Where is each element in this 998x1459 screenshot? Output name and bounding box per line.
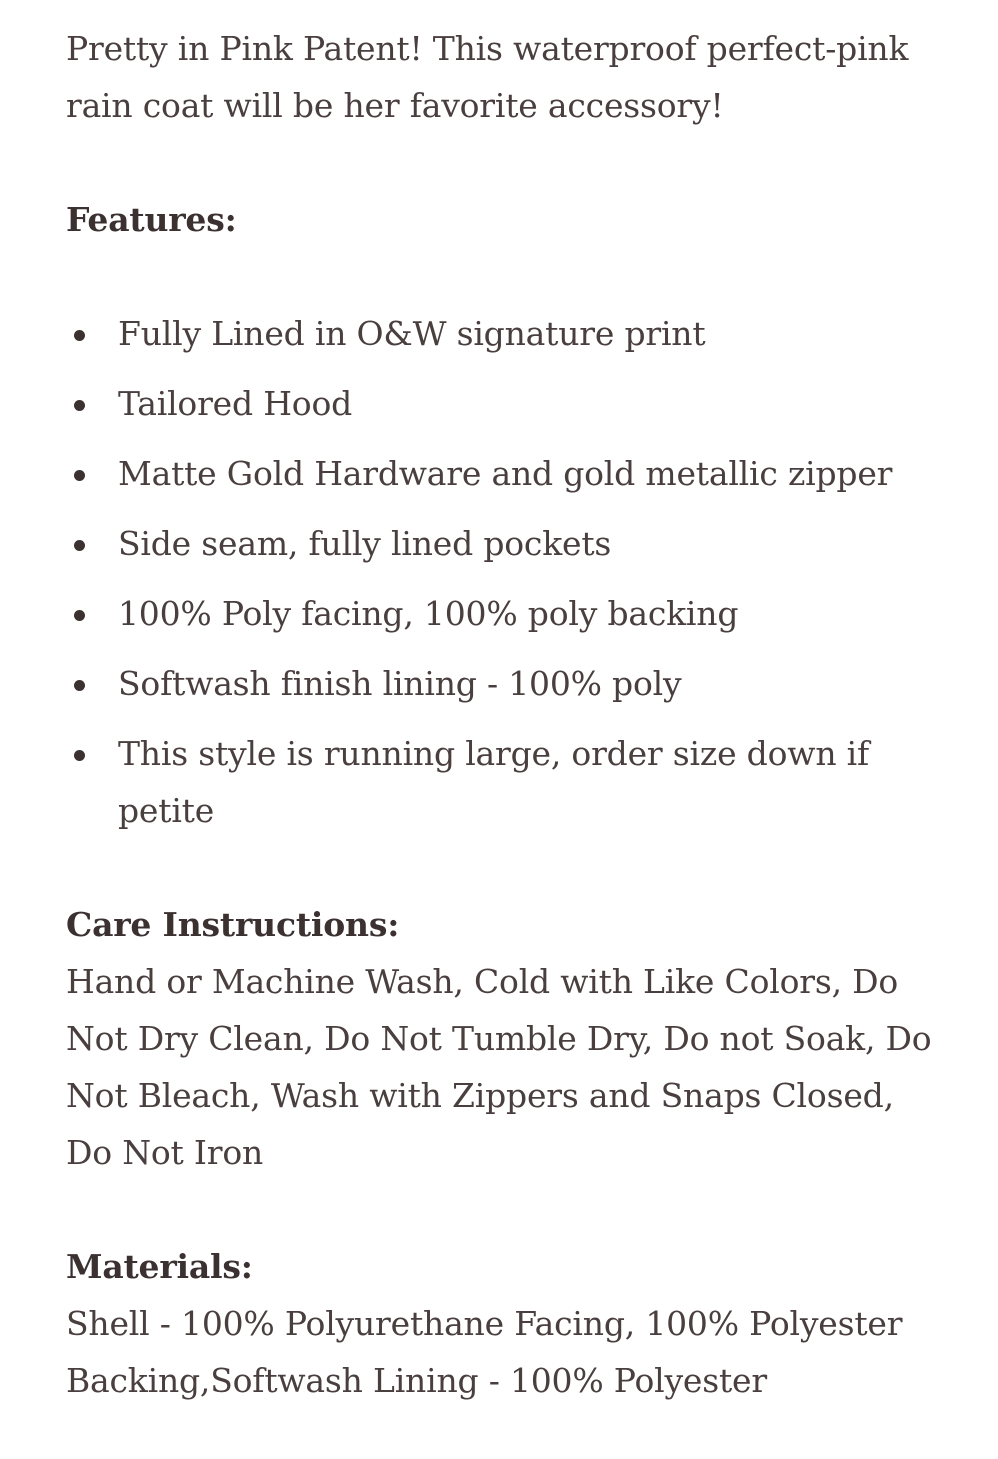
features-heading: Features: [66, 200, 237, 239]
materials-heading: Materials: [66, 1247, 253, 1286]
feature-item: This style is running large, order size down if petite [66, 725, 946, 839]
feature-item: Tailored Hood [66, 375, 946, 432]
care-heading: Care Instructions: [66, 905, 400, 944]
feature-item: Fully Lined in O&W signature print [66, 305, 946, 362]
feature-item: 100% Poly facing, 100% poly backing [66, 585, 946, 642]
care-text: Hand or Machine Wash, Cold with Like Colors, Do Not Dry Clean, Do Not Tumble Dry, Do not Soak, Do Not Bleach, Wash with Zippers and Snaps Closed, Do Not Iron [66, 962, 932, 1172]
feature-item: Matte Gold Hardware and gold metallic zipper [66, 445, 946, 502]
materials-section [66, 1238, 946, 1409]
materials-text: Shell - 100% Polyurethane Facing, 100% Polyester Backing,Softwash Lining - 100% Polyester [66, 1304, 903, 1400]
care-section [66, 896, 946, 1181]
intro-text: Pretty in Pink Patent! This waterproof perfect-pink rain coat will be her favorite accessory! [66, 29, 909, 125]
product-description [66, 20, 946, 1409]
feature-item: Side seam, fully lined pockets [66, 515, 946, 572]
feature-item: Softwash finish lining - 100% poly [66, 655, 946, 712]
features-list [66, 305, 946, 839]
